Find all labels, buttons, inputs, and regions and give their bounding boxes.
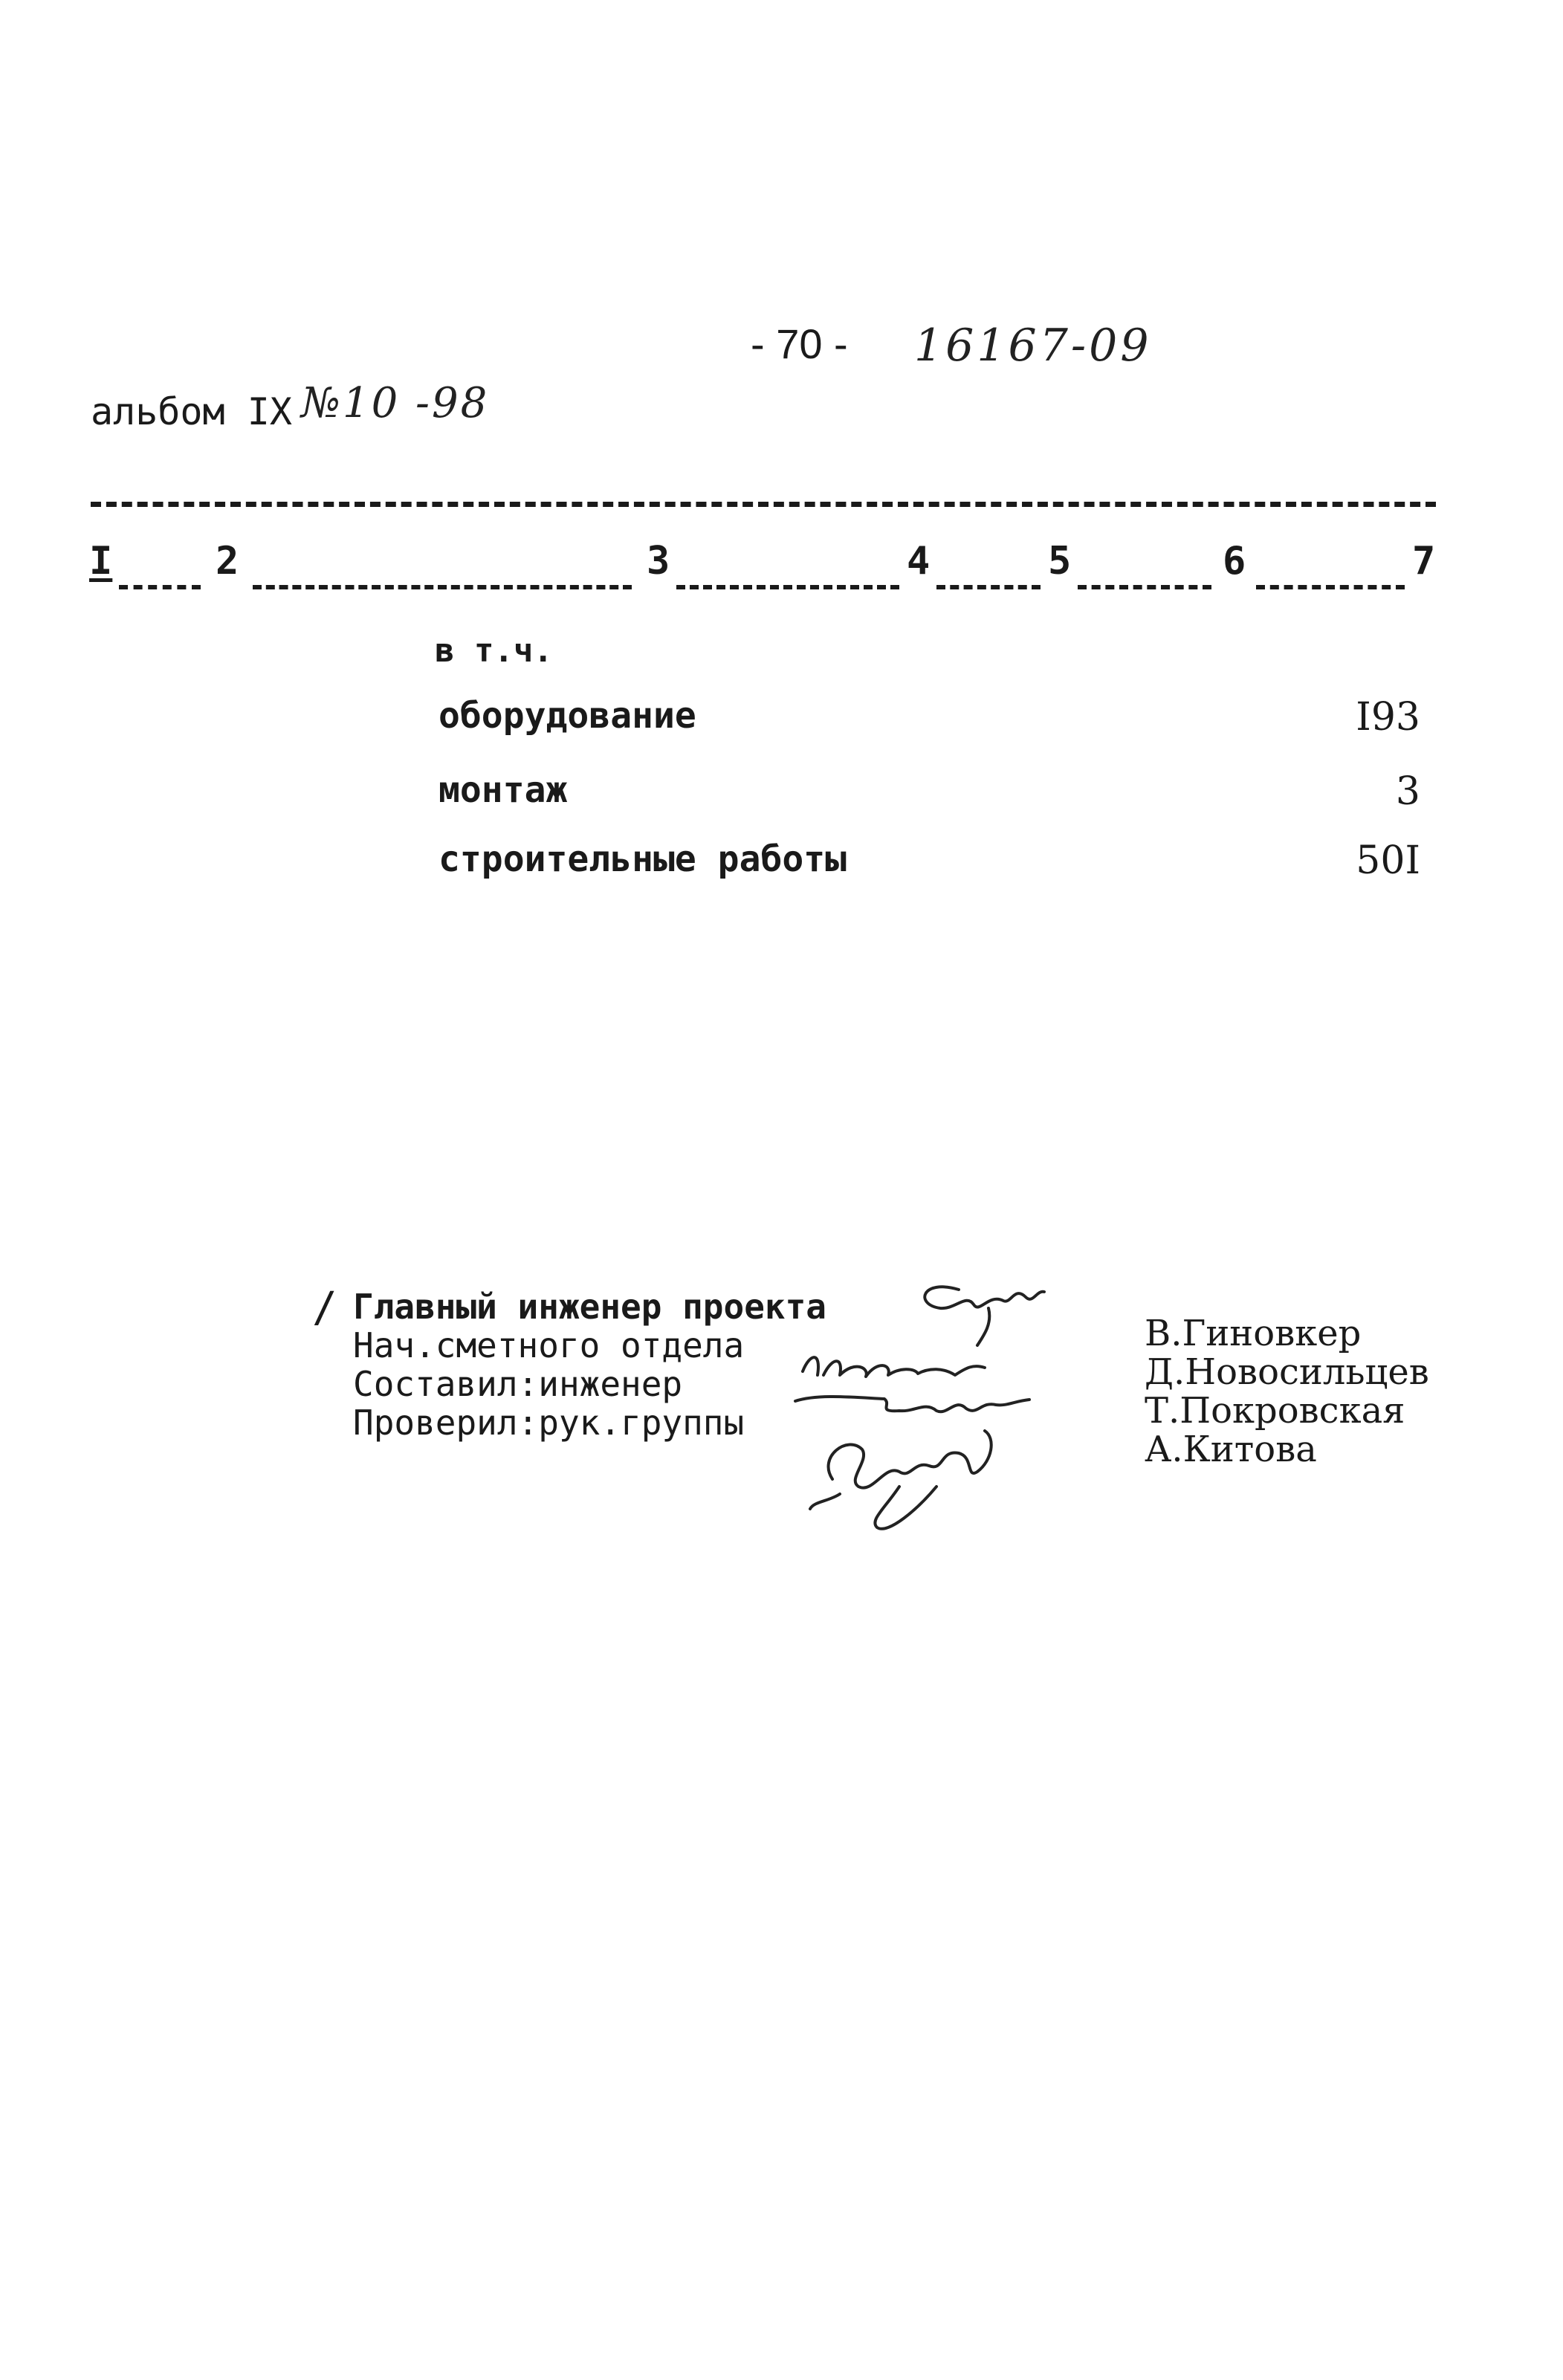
dashed-rule	[91, 502, 1436, 507]
album-handwritten-number: №10 -98	[301, 379, 490, 427]
item-label-equipment: оборудование	[439, 695, 696, 737]
item-label-construction: строительные работы	[439, 838, 847, 880]
signature-scribble	[810, 1494, 840, 1509]
signer-name: В.Гиновкер	[1145, 1313, 1362, 1354]
item-label-installation: монтаж	[439, 769, 568, 811]
signature-slash: /	[312, 1284, 337, 1332]
signer-name: А.Китова	[1145, 1429, 1317, 1470]
column-number: 6	[1223, 539, 1246, 583]
column-number: 5	[1048, 539, 1072, 583]
album-label: альбом IX	[91, 390, 292, 433]
column-number: 4	[907, 539, 931, 583]
signature-role: Нач.сметного отдела	[353, 1325, 745, 1365]
signer-name: Д.Новосильцев	[1145, 1351, 1429, 1393]
column-dash-fill	[1078, 585, 1211, 589]
signature-role: Составил:инженер	[353, 1364, 683, 1404]
column-number: 7	[1412, 539, 1436, 583]
breakdown-header: в т.ч.	[435, 632, 553, 670]
item-value-construction: 50I	[1356, 838, 1420, 883]
page-number: - 70 -	[751, 320, 848, 367]
column-dash-fill	[253, 585, 632, 589]
column-dash-fill	[1256, 585, 1405, 589]
item-value-equipment: I93	[1356, 695, 1420, 740]
column-dash-fill	[676, 585, 899, 589]
signature-scribble	[875, 1487, 936, 1529]
document-number: 16167-09	[914, 320, 1152, 372]
handwritten-signatures	[788, 1264, 1085, 1546]
signature-scribble	[795, 1397, 1029, 1411]
signature-scribble	[803, 1357, 985, 1377]
column-numbers-row	[0, 539, 1563, 598]
column-dash-fill	[936, 585, 1041, 589]
signature-scribble	[925, 1287, 1044, 1308]
signature-role: Главный инженер проекта	[353, 1287, 826, 1327]
signer-name: Т.Покровская	[1145, 1390, 1405, 1432]
signature-role: Проверил:рук.группы	[353, 1403, 745, 1443]
item-value-installation: 3	[1395, 769, 1420, 814]
column-number: 3	[647, 539, 670, 583]
column-number: I	[89, 539, 113, 583]
signature-scribble	[829, 1431, 991, 1488]
signature-scribble	[977, 1308, 989, 1345]
column-dash-fill	[119, 585, 201, 589]
column-number: 2	[216, 539, 239, 583]
